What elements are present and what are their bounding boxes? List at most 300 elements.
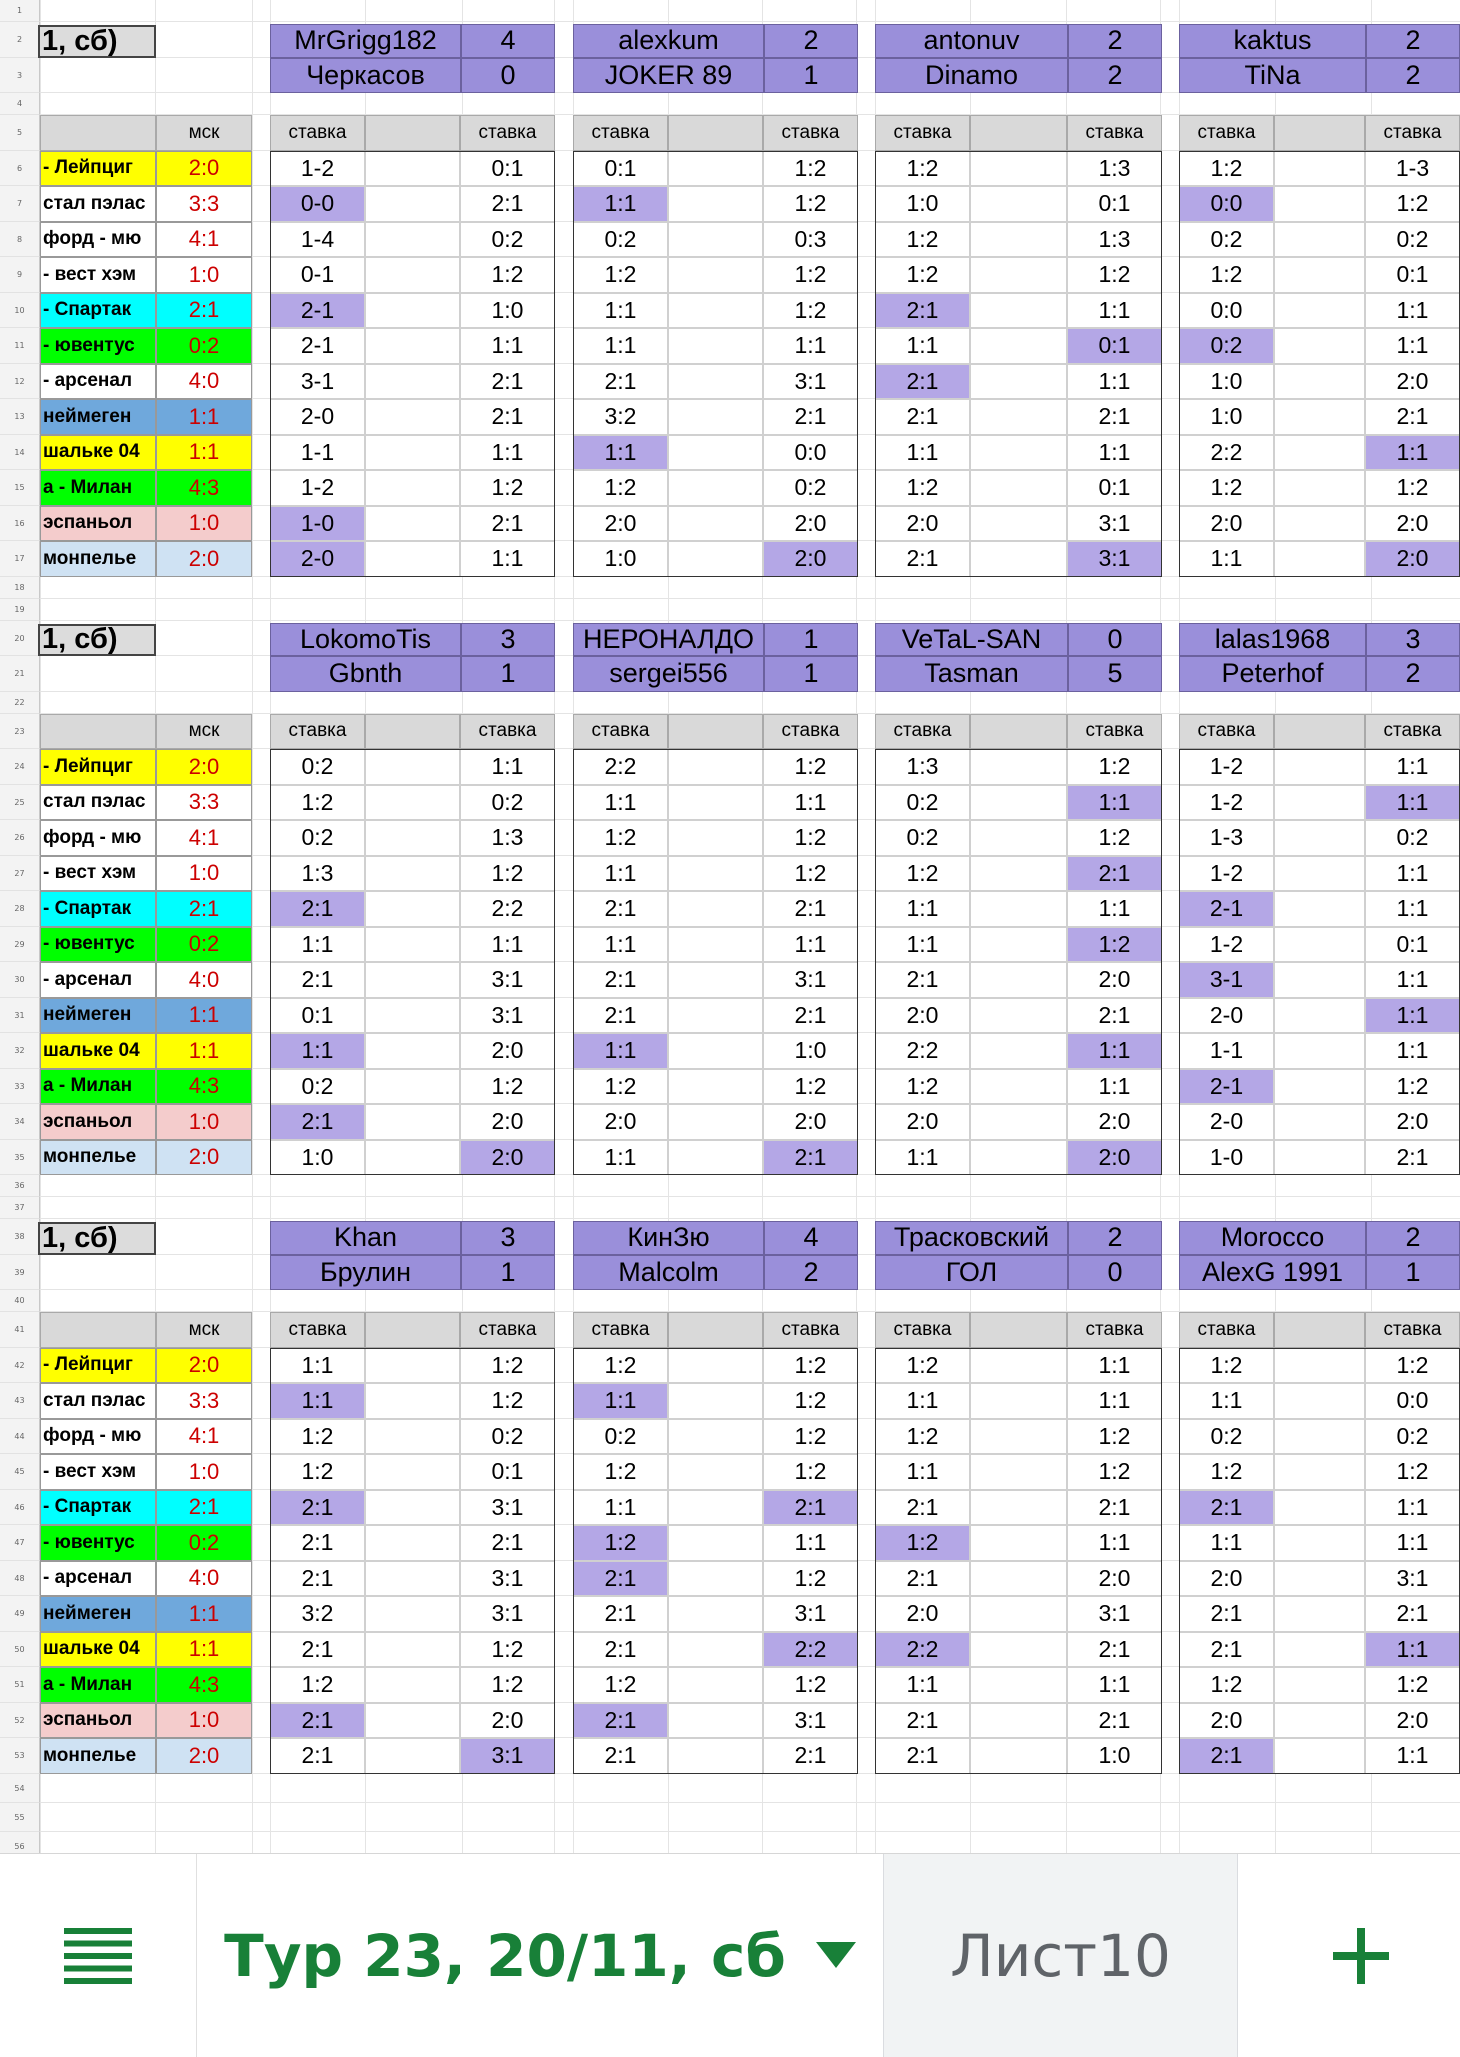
bet-spacer[interactable]	[668, 293, 763, 329]
bet-spacer[interactable]	[1274, 1348, 1365, 1384]
bet-spacer[interactable]	[970, 222, 1067, 258]
stake-header[interactable]: ставка	[270, 1312, 365, 1348]
bet-cell[interactable]: 0:1	[1067, 470, 1162, 506]
bet-cell[interactable]: 2:1	[1365, 1140, 1460, 1176]
bet-spacer[interactable]	[365, 470, 460, 506]
match-name[interactable]: - арсенал	[40, 1561, 156, 1597]
bet-spacer[interactable]	[1274, 962, 1365, 998]
msk-header[interactable]: мск	[156, 714, 252, 750]
bet-cell[interactable]: 2:1	[460, 1525, 555, 1561]
player-score[interactable]: 5	[1068, 656, 1162, 692]
bet-cell[interactable]: 1:1	[763, 927, 858, 963]
bet-cell[interactable]: 1:1	[1179, 541, 1274, 577]
bet-cell[interactable]: 1:1	[875, 1383, 970, 1419]
stake-header[interactable]: ставка	[460, 1312, 555, 1348]
bet-cell[interactable]: 1:1	[573, 435, 668, 471]
stake-header-spacer[interactable]	[970, 714, 1067, 750]
bet-spacer[interactable]	[365, 1033, 460, 1069]
bet-spacer[interactable]	[1274, 399, 1365, 435]
player-name[interactable]: Черкасов	[270, 58, 461, 94]
bet-spacer[interactable]	[365, 541, 460, 577]
bet-spacer[interactable]	[1274, 470, 1365, 506]
match-result[interactable]: 4:1	[156, 1419, 252, 1455]
bet-cell[interactable]: 1:1	[573, 785, 668, 821]
match-result[interactable]: 4:3	[156, 1069, 252, 1105]
match-name[interactable]: - вест хэм	[40, 856, 156, 892]
bet-cell[interactable]: 0:2	[460, 222, 555, 258]
bet-cell[interactable]: 1-2	[1179, 749, 1274, 785]
bet-spacer[interactable]	[1274, 1419, 1365, 1455]
bet-cell[interactable]: 1:1	[1067, 1348, 1162, 1384]
bet-cell[interactable]: 1:2	[1179, 470, 1274, 506]
bet-cell[interactable]: 2:1	[1179, 1738, 1274, 1774]
match-name[interactable]: - Спартак	[40, 1490, 156, 1526]
bet-cell[interactable]: 1:1	[1365, 749, 1460, 785]
bet-cell[interactable]: 2-1	[1179, 891, 1274, 927]
bet-cell[interactable]: 0:0	[1179, 186, 1274, 222]
bet-cell[interactable]: 2:0	[1365, 506, 1460, 542]
bet-cell[interactable]: 1:2	[270, 1419, 365, 1455]
bet-cell[interactable]: 3:1	[460, 962, 555, 998]
player-name[interactable]: JOKER 89	[573, 58, 764, 94]
bet-cell[interactable]: 1:1	[1365, 293, 1460, 329]
row-header[interactable]: 33	[0, 1069, 40, 1105]
bet-cell[interactable]: 3:2	[270, 1596, 365, 1632]
player-score[interactable]: 0	[1068, 1255, 1162, 1291]
stake-header[interactable]: ставка	[1067, 115, 1162, 151]
bet-spacer[interactable]	[365, 328, 460, 364]
bet-cell[interactable]: 2:0	[573, 1104, 668, 1140]
bet-cell[interactable]: 1:1	[573, 927, 668, 963]
bet-cell[interactable]: 1:2	[460, 1348, 555, 1384]
player-score[interactable]: 2	[1366, 1221, 1460, 1255]
bet-cell[interactable]: 0:1	[460, 151, 555, 187]
row-header[interactable]: 46	[0, 1490, 40, 1526]
bet-cell[interactable]: 1:2	[1179, 151, 1274, 187]
bet-cell[interactable]: 3-1	[270, 364, 365, 400]
row-header[interactable]: 56	[0, 1832, 40, 1861]
bet-cell[interactable]: 1:3	[270, 856, 365, 892]
bet-cell[interactable]: 2:0	[1179, 1561, 1274, 1597]
bet-cell[interactable]: 3:1	[1365, 1561, 1460, 1597]
match-result[interactable]: 3:3	[156, 1383, 252, 1419]
player-score[interactable]: 1	[764, 623, 858, 657]
bet-spacer[interactable]	[365, 293, 460, 329]
row-header[interactable]: 54	[0, 1774, 40, 1803]
bet-spacer[interactable]	[970, 1069, 1067, 1105]
match-result[interactable]: 4:1	[156, 820, 252, 856]
bet-cell[interactable]: 1:2	[573, 1454, 668, 1490]
bet-spacer[interactable]	[1274, 1525, 1365, 1561]
bet-cell[interactable]: 2:0	[460, 1033, 555, 1069]
bet-cell[interactable]: 1:1	[573, 186, 668, 222]
match-name[interactable]: шальке 04	[40, 1033, 156, 1069]
match-name[interactable]: - Лейпциг	[40, 749, 156, 785]
bet-cell[interactable]: 0:1	[1365, 927, 1460, 963]
bet-cell[interactable]: 1:2	[875, 1069, 970, 1105]
bet-cell[interactable]: 3:1	[460, 1596, 555, 1632]
bet-spacer[interactable]	[1274, 1454, 1365, 1490]
bet-cell[interactable]: 0:2	[573, 1419, 668, 1455]
match-name[interactable]: - Спартак	[40, 891, 156, 927]
bet-cell[interactable]: 2:2	[763, 1632, 858, 1668]
player-name[interactable]: Dinamo	[875, 58, 1068, 94]
stake-header[interactable]: ставка	[270, 714, 365, 750]
player-score[interactable]: 2	[1366, 656, 1460, 692]
bet-spacer[interactable]	[970, 1738, 1067, 1774]
match-result[interactable]: 1:0	[156, 257, 252, 293]
stake-header[interactable]: ставка	[1365, 1312, 1460, 1348]
bet-cell[interactable]: 1:2	[763, 1667, 858, 1703]
bet-cell[interactable]: 2:1	[270, 1561, 365, 1597]
bet-spacer[interactable]	[668, 186, 763, 222]
row-header[interactable]: 16	[0, 506, 40, 542]
bet-cell[interactable]: 1-4	[270, 222, 365, 258]
bet-cell[interactable]: 2:1	[875, 293, 970, 329]
row-header[interactable]: 3	[0, 58, 40, 94]
bet-spacer[interactable]	[1274, 1561, 1365, 1597]
bet-cell[interactable]: 1:2	[1067, 257, 1162, 293]
bet-cell[interactable]: 1:1	[1365, 435, 1460, 471]
bet-cell[interactable]: 1:0	[460, 293, 555, 329]
bet-spacer[interactable]	[970, 1419, 1067, 1455]
bet-cell[interactable]: 2:1	[460, 364, 555, 400]
bet-cell[interactable]: 1-0	[1179, 1140, 1274, 1176]
match-name[interactable]: стал пэлас	[40, 1383, 156, 1419]
row-header[interactable]: 37	[0, 1197, 40, 1219]
row-header[interactable]: 12	[0, 364, 40, 400]
bet-cell[interactable]: 0:2	[573, 222, 668, 258]
bet-cell[interactable]: 1:2	[573, 1348, 668, 1384]
bet-cell[interactable]: 1:2	[763, 749, 858, 785]
bet-spacer[interactable]	[1274, 1140, 1365, 1176]
triangle-down-icon[interactable]	[816, 1942, 856, 1970]
bet-cell[interactable]: 1:1	[270, 927, 365, 963]
bet-cell[interactable]: 2:0	[1067, 1561, 1162, 1597]
match-result[interactable]: 1:1	[156, 1596, 252, 1632]
row-header[interactable]: 53	[0, 1738, 40, 1774]
bet-cell[interactable]: 1:1	[875, 927, 970, 963]
row-header[interactable]: 8	[0, 222, 40, 258]
bet-cell[interactable]: 0:2	[460, 1419, 555, 1455]
match-result[interactable]: 4:0	[156, 962, 252, 998]
matches-header[interactable]	[40, 714, 156, 750]
row-header[interactable]: 40	[0, 1290, 40, 1312]
stake-header[interactable]: ставка	[763, 714, 858, 750]
bet-spacer[interactable]	[668, 1667, 763, 1703]
bet-cell[interactable]: 0:1	[270, 998, 365, 1034]
bet-spacer[interactable]	[970, 1596, 1067, 1632]
bet-cell[interactable]: 1-2	[1179, 856, 1274, 892]
match-result[interactable]: 2:0	[156, 151, 252, 187]
bet-spacer[interactable]	[365, 1490, 460, 1526]
match-result[interactable]: 1:0	[156, 1454, 252, 1490]
bet-spacer[interactable]	[970, 186, 1067, 222]
bet-spacer[interactable]	[668, 1348, 763, 1384]
match-name[interactable]: - Спартак	[40, 293, 156, 329]
bet-spacer[interactable]	[365, 1348, 460, 1384]
bet-cell[interactable]: 3:1	[763, 364, 858, 400]
bet-spacer[interactable]	[365, 927, 460, 963]
bet-cell[interactable]: 1-3	[1365, 151, 1460, 187]
bet-spacer[interactable]	[1274, 257, 1365, 293]
bet-spacer[interactable]	[668, 1419, 763, 1455]
match-result[interactable]: 1:1	[156, 998, 252, 1034]
bet-cell[interactable]: 2:1	[573, 1738, 668, 1774]
stake-header[interactable]: ставка	[1179, 714, 1274, 750]
bet-cell[interactable]: 1:2	[1179, 1454, 1274, 1490]
bet-cell[interactable]: 2:1	[763, 399, 858, 435]
row-header[interactable]: 38	[0, 1219, 40, 1255]
stake-header[interactable]: ставка	[763, 115, 858, 151]
bet-cell[interactable]: 1:2	[1179, 1348, 1274, 1384]
bet-cell[interactable]: 1:0	[1179, 364, 1274, 400]
bet-spacer[interactable]	[1274, 364, 1365, 400]
bet-cell[interactable]: 0-1	[270, 257, 365, 293]
match-name[interactable]: - вест хэм	[40, 257, 156, 293]
bet-spacer[interactable]	[970, 257, 1067, 293]
match-name[interactable]: - Лейпциг	[40, 151, 156, 187]
bet-cell[interactable]: 2:1	[460, 399, 555, 435]
player-name[interactable]: Gbnth	[270, 656, 461, 692]
bet-spacer[interactable]	[365, 257, 460, 293]
bet-cell[interactable]: 1:1	[460, 435, 555, 471]
bet-cell[interactable]: 1:3	[460, 820, 555, 856]
bet-cell[interactable]: 1-2	[1179, 927, 1274, 963]
bet-spacer[interactable]	[668, 435, 763, 471]
bet-cell[interactable]: 1:1	[460, 541, 555, 577]
bet-cell[interactable]: 1:1	[460, 927, 555, 963]
bet-spacer[interactable]	[365, 1104, 460, 1140]
bet-cell[interactable]: 2:1	[875, 1561, 970, 1597]
bet-cell[interactable]: 1:1	[270, 1383, 365, 1419]
player-name[interactable]: LokomoTis	[270, 623, 461, 657]
row-header[interactable]: 29	[0, 927, 40, 963]
bet-spacer[interactable]	[1274, 186, 1365, 222]
bet-cell[interactable]: 1:2	[763, 151, 858, 187]
bet-spacer[interactable]	[1274, 435, 1365, 471]
stake-header-spacer[interactable]	[668, 115, 763, 151]
bet-cell[interactable]: 1:1	[875, 1454, 970, 1490]
row-header[interactable]: 39	[0, 1255, 40, 1291]
player-score[interactable]: 2	[1366, 24, 1460, 58]
bet-spacer[interactable]	[365, 1738, 460, 1774]
player-name[interactable]: ГОЛ	[875, 1255, 1068, 1291]
player-name[interactable]: Morocco	[1179, 1221, 1366, 1255]
bet-spacer[interactable]	[1274, 151, 1365, 187]
bet-cell[interactable]: 1:2	[763, 1561, 858, 1597]
bet-spacer[interactable]	[970, 1525, 1067, 1561]
msk-header[interactable]: мск	[156, 1312, 252, 1348]
bet-cell[interactable]: 2:1	[270, 1703, 365, 1739]
match-result[interactable]: 2:0	[156, 1348, 252, 1384]
bet-cell[interactable]: 1:1	[1179, 1383, 1274, 1419]
bet-cell[interactable]: 1:2	[875, 856, 970, 892]
bet-spacer[interactable]	[970, 435, 1067, 471]
bet-cell[interactable]: 1:1	[875, 435, 970, 471]
bet-cell[interactable]: 0:2	[875, 820, 970, 856]
bet-spacer[interactable]	[365, 399, 460, 435]
bet-spacer[interactable]	[1274, 1069, 1365, 1105]
player-name[interactable]: alexkum	[573, 24, 764, 58]
bet-cell[interactable]: 1:2	[270, 1454, 365, 1490]
bet-cell[interactable]: 2:1	[573, 891, 668, 927]
match-name[interactable]: неймеген	[40, 399, 156, 435]
bet-cell[interactable]: 2:1	[270, 1632, 365, 1668]
bet-spacer[interactable]	[970, 328, 1067, 364]
bet-cell[interactable]: 1:2	[1365, 1454, 1460, 1490]
bet-cell[interactable]: 2:0	[460, 1140, 555, 1176]
stake-header[interactable]: ставка	[1365, 115, 1460, 151]
bet-spacer[interactable]	[365, 1667, 460, 1703]
bet-cell[interactable]: 1:1	[875, 891, 970, 927]
bet-cell[interactable]: 1:1	[270, 1348, 365, 1384]
bet-cell[interactable]: 2:1	[1179, 1632, 1274, 1668]
bet-cell[interactable]: 2:0	[1067, 962, 1162, 998]
row-header[interactable]: 5	[0, 115, 40, 151]
bet-cell[interactable]: 2-1	[270, 293, 365, 329]
player-score[interactable]: 0	[1068, 623, 1162, 657]
bet-cell[interactable]: 2:1	[270, 962, 365, 998]
bet-cell[interactable]: 1:1	[875, 328, 970, 364]
bet-cell[interactable]: 1:2	[763, 186, 858, 222]
bet-cell[interactable]: 2:1	[1067, 856, 1162, 892]
match-result[interactable]: 0:2	[156, 1525, 252, 1561]
player-name[interactable]: Malcolm	[573, 1255, 764, 1291]
bet-cell[interactable]: 2:1	[573, 998, 668, 1034]
bet-spacer[interactable]	[1274, 1104, 1365, 1140]
bet-spacer[interactable]	[365, 820, 460, 856]
bet-cell[interactable]: 0:2	[875, 785, 970, 821]
player-name[interactable]: КинЗю	[573, 1221, 764, 1255]
stake-header[interactable]: ставка	[1179, 115, 1274, 151]
bet-cell[interactable]: 2:1	[270, 1490, 365, 1526]
bet-cell[interactable]: 2-0	[1179, 1104, 1274, 1140]
bet-cell[interactable]: 1:3	[1067, 151, 1162, 187]
row-header[interactable]: 42	[0, 1348, 40, 1384]
bet-cell[interactable]: 1:2	[1365, 1069, 1460, 1105]
stake-header[interactable]: ставка	[763, 1312, 858, 1348]
bet-spacer[interactable]	[668, 856, 763, 892]
match-result[interactable]: 2:1	[156, 293, 252, 329]
bet-cell[interactable]: 1:1	[1067, 1033, 1162, 1069]
player-score[interactable]: 1	[764, 656, 858, 692]
bet-cell[interactable]: 1:1	[573, 856, 668, 892]
bet-cell[interactable]: 0:2	[1179, 1419, 1274, 1455]
bet-cell[interactable]: 1:1	[1365, 328, 1460, 364]
row-header[interactable]: 43	[0, 1383, 40, 1419]
row-header[interactable]: 28	[0, 891, 40, 927]
bet-spacer[interactable]	[668, 785, 763, 821]
round-title[interactable]: 1, сб)	[38, 1222, 156, 1255]
bet-cell[interactable]: 2-0	[1179, 998, 1274, 1034]
bet-cell[interactable]: 2:1	[573, 1632, 668, 1668]
bet-cell[interactable]: 1:2	[573, 470, 668, 506]
row-header[interactable]: 23	[0, 714, 40, 750]
player-score[interactable]: 2	[1068, 24, 1162, 58]
bet-cell[interactable]: 1:2	[270, 1667, 365, 1703]
player-name[interactable]: AlexG 1991	[1179, 1255, 1366, 1291]
bet-cell[interactable]: 1:2	[460, 1069, 555, 1105]
bet-spacer[interactable]	[970, 749, 1067, 785]
player-name[interactable]: Peterhof	[1179, 656, 1366, 692]
player-score[interactable]: 4	[764, 1221, 858, 1255]
bet-spacer[interactable]	[365, 1525, 460, 1561]
bet-cell[interactable]: 1:2	[573, 820, 668, 856]
bet-cell[interactable]: 3:1	[763, 1703, 858, 1739]
bet-spacer[interactable]	[365, 1454, 460, 1490]
matches-header[interactable]	[40, 115, 156, 151]
bet-cell[interactable]: 2:1	[1179, 1490, 1274, 1526]
bet-cell[interactable]: 2:1	[270, 1738, 365, 1774]
bet-cell[interactable]: 2:1	[1067, 1490, 1162, 1526]
row-header[interactable]: 1	[0, 0, 40, 22]
match-name[interactable]: стал пэлас	[40, 785, 156, 821]
row-header[interactable]: 52	[0, 1703, 40, 1739]
player-name[interactable]: lalas1968	[1179, 623, 1366, 657]
bet-spacer[interactable]	[668, 1033, 763, 1069]
match-result[interactable]: 2:0	[156, 1140, 252, 1176]
match-result[interactable]: 1:1	[156, 1033, 252, 1069]
bet-spacer[interactable]	[668, 1525, 763, 1561]
bet-cell[interactable]: 1:1	[573, 1490, 668, 1526]
bet-cell[interactable]: 0:1	[1067, 186, 1162, 222]
player-name[interactable]: Tasman	[875, 656, 1068, 692]
bet-cell[interactable]: 2:1	[270, 891, 365, 927]
bet-cell[interactable]: 1:2	[1179, 1667, 1274, 1703]
match-name[interactable]: неймеген	[40, 998, 156, 1034]
row-header[interactable]: 10	[0, 293, 40, 329]
matches-header[interactable]	[40, 1312, 156, 1348]
stake-header[interactable]: ставка	[573, 1312, 668, 1348]
bet-cell[interactable]: 2:0	[875, 1104, 970, 1140]
bet-cell[interactable]: 1:2	[875, 1348, 970, 1384]
bet-cell[interactable]: 1:1	[1067, 293, 1162, 329]
match-result[interactable]: 1:0	[156, 1703, 252, 1739]
bet-cell[interactable]: 1:2	[763, 293, 858, 329]
bet-cell[interactable]: 1:2	[763, 257, 858, 293]
bet-cell[interactable]: 2:0	[875, 998, 970, 1034]
bet-spacer[interactable]	[365, 435, 460, 471]
tab-list10[interactable]	[883, 1854, 1238, 2057]
bet-cell[interactable]: 1:1	[1067, 1069, 1162, 1105]
stake-header[interactable]: ставка	[270, 115, 365, 151]
bet-spacer[interactable]	[970, 1703, 1067, 1739]
match-result[interactable]: 2:1	[156, 891, 252, 927]
player-name[interactable]: Khan	[270, 1221, 461, 1255]
bet-cell[interactable]: 1:2	[875, 1419, 970, 1455]
bet-spacer[interactable]	[365, 364, 460, 400]
bet-spacer[interactable]	[365, 1140, 460, 1176]
row-header[interactable]: 22	[0, 692, 40, 714]
bet-cell[interactable]: 2:1	[460, 186, 555, 222]
bet-cell[interactable]: 1:1	[875, 1667, 970, 1703]
bet-cell[interactable]: 2:1	[875, 364, 970, 400]
bet-cell[interactable]: 0:2	[270, 820, 365, 856]
bet-cell[interactable]: 0:2	[763, 470, 858, 506]
bet-spacer[interactable]	[970, 1104, 1067, 1140]
match-name[interactable]: - арсенал	[40, 364, 156, 400]
bet-cell[interactable]: 1:2	[763, 1383, 858, 1419]
match-name[interactable]: - ювентус	[40, 1525, 156, 1561]
player-score[interactable]: 2	[764, 24, 858, 58]
bet-cell[interactable]: 2:0	[460, 1104, 555, 1140]
bet-cell[interactable]: 2:1	[1067, 1703, 1162, 1739]
bet-cell[interactable]: 1:2	[270, 785, 365, 821]
add-sheet-button[interactable]	[1262, 1854, 1460, 2057]
player-name[interactable]: kaktus	[1179, 24, 1366, 58]
bet-spacer[interactable]	[668, 927, 763, 963]
